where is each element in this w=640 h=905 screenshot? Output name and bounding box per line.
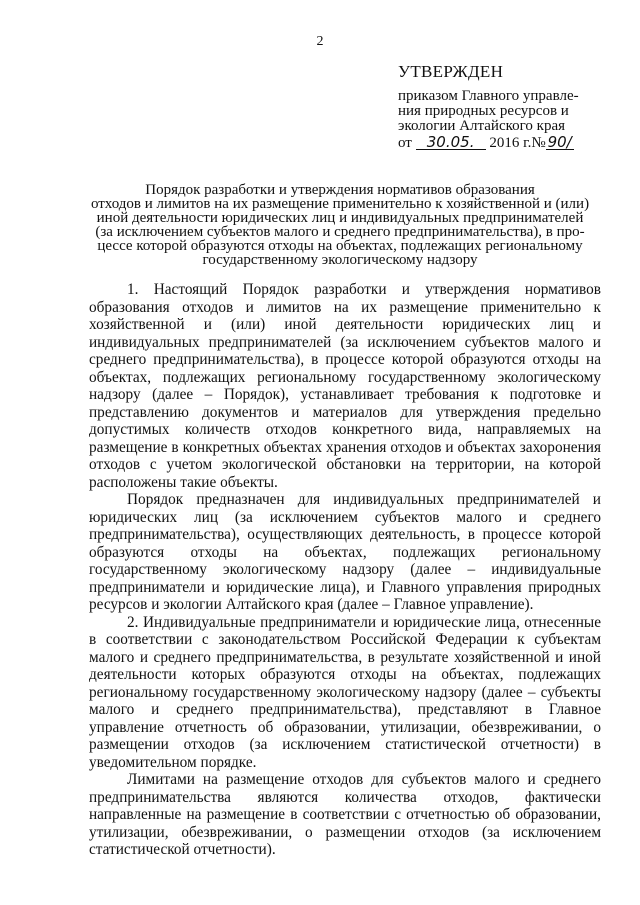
approval-order-line: ния природных ресурсов и	[398, 103, 569, 119]
year-text: 2016 г.	[489, 135, 532, 151]
number-label: №	[531, 135, 546, 151]
approval-block	[398, 64, 598, 151]
title-line: цессе которой образуются отходы на объектах, подлежащих региональному	[97, 238, 583, 254]
paragraph: 2. Индивидуальные предприниматели и юридические лица, отнесенные в соответствии с законодательством Российской Федерации к субъектам малого и среднего предпринимательства, в результате хозяйственной и иной деятельности которых образуются отходы на объектах, подлежащих региональному государственному экологическому надзору (далее – субъекты малого и среднего предпринимательства), представляют в Главное управление отчетность об образовании, утилизации, обезвреживании, о размещении отходов (за исключением статистической отчетности) в уведомительном порядке.	[89, 613, 601, 771]
title-line: отходов и лимитов на их размещение применительно к хозяйственной и (или)	[90, 196, 590, 212]
page-number: 2	[316, 34, 324, 49]
title-line: Порядок разработки и утверждения нормативов образования	[145, 182, 535, 198]
approval-order-line: экологии Алтайского края	[398, 118, 566, 134]
paragraph: Лимитами на размещение отходов для субъектов малого и среднего предпринимательства являются количества отходов, фактически направленные на размещение в соответствии с отчетностью об образовании, утилизации, обезвреживании, о размещении отходов (за исключением статистической отчетности).	[89, 771, 601, 858]
from-label: от	[398, 135, 412, 151]
paragraph: 1. Настоящий Порядок разработки и утверждения нормативов образования отходов и лимитов на их размещение применительно к хозяйственной и (или) иной деятельности юридических лиц и индивидуальных предпринимателей (за исключением субъектов малого и среднего предпринимательства), в процессе которой образуются отходы на объектах, подлежащих региональному государственному экологическому надзору (далее – Порядок), устанавливает требования к подготовке и представлению документов и материалов для утверждения предельно допустимых количеств отходов конкретного вида, направляемых на размещение в конкретных объектах хранения отходов и объектах захоронения отходов с учетом экологической обстановки на территории, на которой расположены такие объекты.	[89, 281, 601, 491]
approval-heading: УТВЕРЖДЕН	[398, 62, 504, 81]
approval-order-line: приказом Главного управле-	[398, 88, 579, 104]
title-line: государственному экологическому надзору	[202, 252, 478, 268]
paragraph: Порядок предназначен для индивидуальных предпринимателей и юридических лиц (за исключением субъектов малого и среднего предпринимательства), осуществляющих деятельность, в процессе которой образуются отходы на объектах, подлежащих региональному государственному экологическому надзору (далее – индивидуальные предприниматели и юридические лица), и Главного управления природных ресурсов и экологии Алтайского края (далее – Главное управление).	[89, 491, 601, 613]
title-line: (за исключением субъектов малого и среднего предпринимательства), в про-	[95, 224, 585, 240]
document-body	[89, 281, 601, 859]
handwritten-number: 90/	[547, 133, 572, 151]
title-line: иной деятельности юридических лиц и индивидуальных предпринимателей	[96, 210, 584, 226]
approval-date-line	[398, 135, 598, 151]
handwritten-date: 30.05.	[416, 135, 486, 150]
document-title	[80, 183, 600, 267]
